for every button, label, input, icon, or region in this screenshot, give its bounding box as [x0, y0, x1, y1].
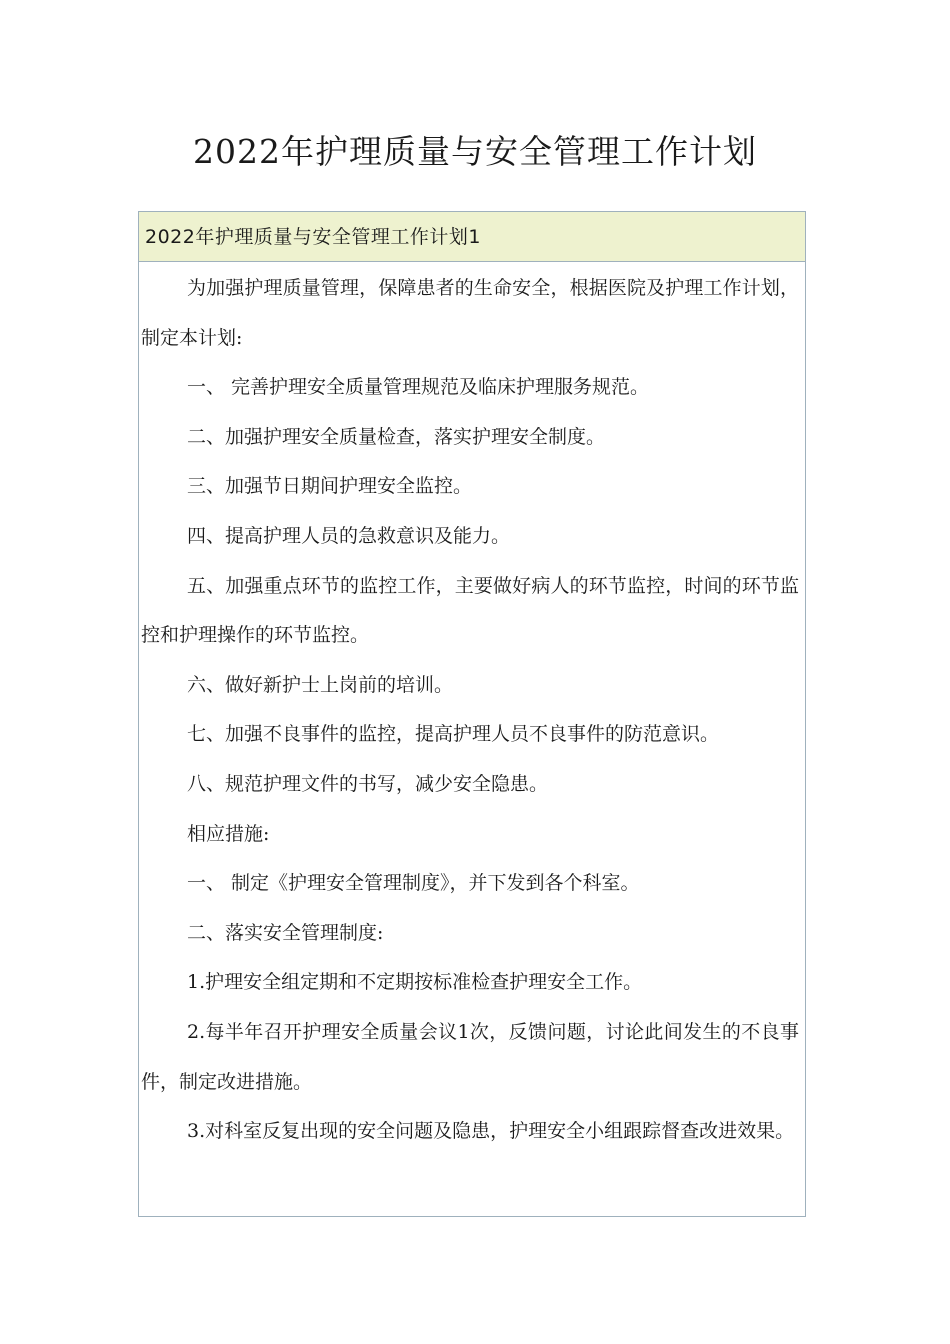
paragraph-sub-1: 1.护理安全组定期和不定期按标准检查护理安全工作。 [187, 971, 643, 994]
paragraph-item-6: 六、做好新护士上岗前的培训。 [187, 673, 454, 696]
paragraph-item-2: 二、加强护理安全质量检查，落实护理安全制度。 [187, 425, 606, 448]
paragraph-measure-1: 一、 制定《护理安全管理制度》，并下发到各个科室。 [187, 872, 640, 895]
paragraph-sub-2: 2.每半年召开护理安全质量会议1次，反馈问题，讨论此间发生的不良事件，制定改进措施。 [141, 1020, 799, 1093]
paragraph-item-7: 七、加强不良事件的监控，提高护理人员不良事件的防范意识。 [187, 723, 720, 746]
paragraph-item-5: 五、加强重点环节的监控工作，主要做好病人的环节监控，时间的环节监控和护理操作的环节监控。 [141, 574, 799, 647]
content-box [138, 211, 806, 1217]
section-header: 2022年护理质量与安全管理工作计划1 [139, 212, 805, 262]
paragraph-sub-3: 3.对科室反复出现的安全问题及隐患，护理安全小组跟踪督查改进效果。 [187, 1120, 795, 1143]
paragraph-intro: 为加强护理质量管理，保障患者的生命安全，根据医院及护理工作计划，制定本计划: [141, 277, 799, 349]
paragraph-item-8: 八、规范护理文件的书写，减少安全隐患。 [187, 772, 549, 795]
paragraph-item-1: 一、 完善护理安全质量管理规范及临床护理服务规范。 [187, 376, 650, 399]
paragraph-item-4: 四、提高护理人员的急救意识及能力。 [187, 524, 511, 547]
paragraph-measure-2: 二、落实安全管理制度: [187, 921, 384, 944]
section-body [139, 264, 805, 1157]
paragraph-item-3: 三、加强节日期间护理安全监控。 [187, 475, 473, 498]
paragraph-measures-heading: 相应措施: [187, 822, 270, 845]
document-title: 2022年护理质量与安全管理工作计划 [193, 132, 757, 171]
